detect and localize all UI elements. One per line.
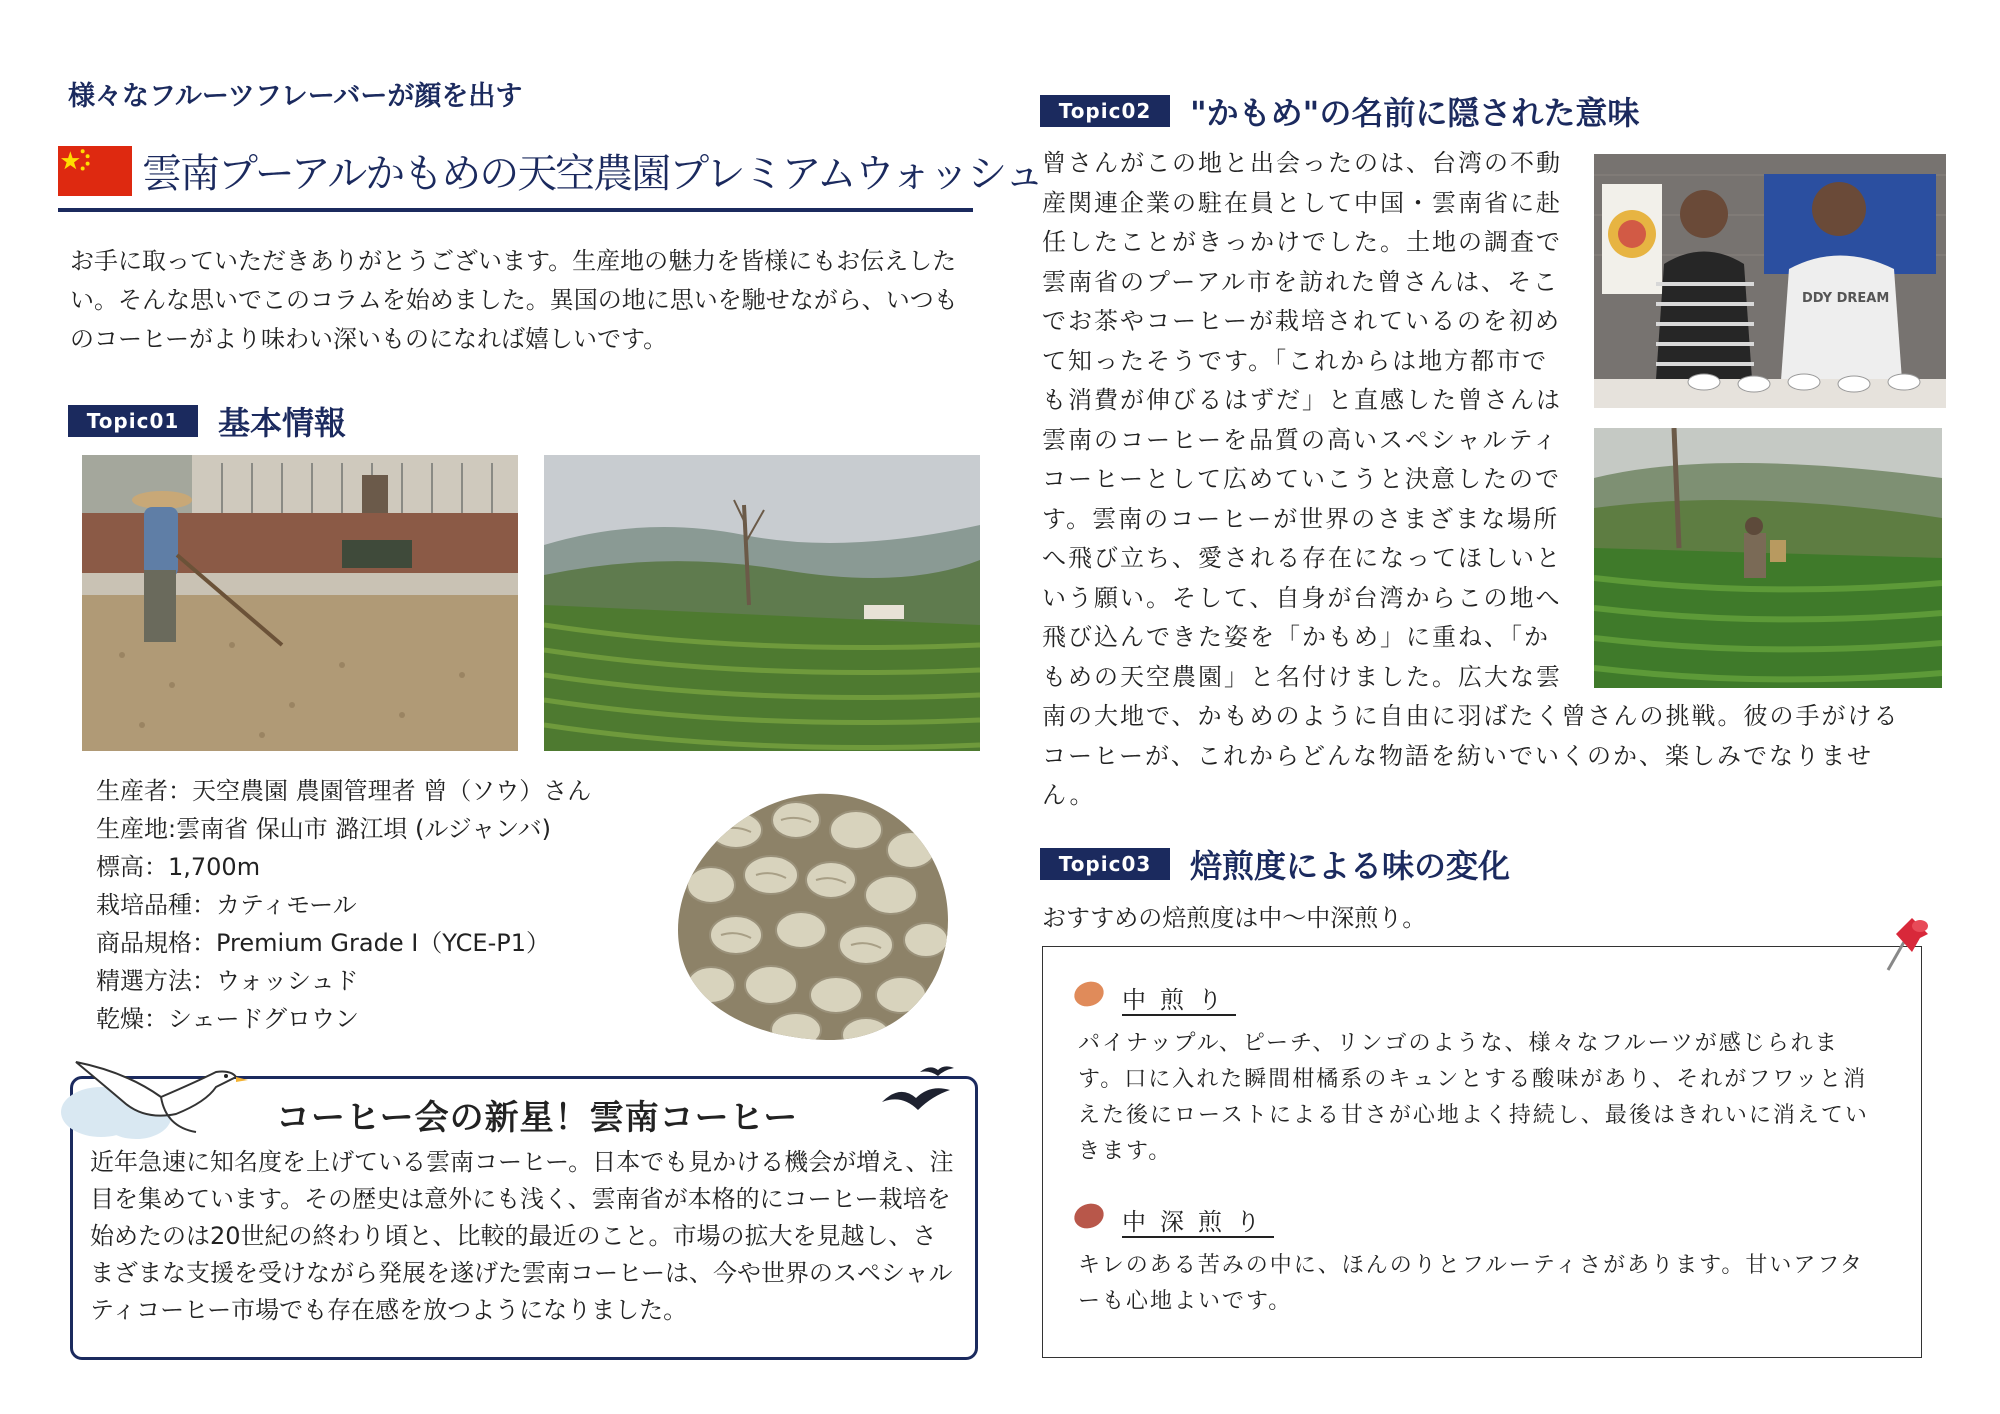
- info-region: 生産地:雲南省 保山市 潞江垻 (ルジャンバ): [96, 815, 551, 843]
- topic2-heading: "かもめ"の名前に隠された意味: [1190, 94, 1640, 132]
- intro-text: お手に取っていただきありがとうございます。生産地の魅力を皆様にもお伝えしたい。そんな思いでこのコラムを始めました。異国の地に思いを馳せながら、いつものコーヒーがより味わい深いものになれば嬉しいです。: [70, 247, 958, 353]
- story-line: て知ったそうです。「これからは地方都市で: [1042, 346, 1549, 375]
- story-line: 飛び込んできた姿を「かもめ」に重ね、「か: [1042, 623, 1550, 651]
- china-flag-icon: [58, 146, 132, 196]
- tea-terrace-photo: [544, 455, 980, 751]
- story-line: もめの天空農園」と名付けました。広大な雲: [1042, 662, 1562, 691]
- seagull-cloud-icon: [56, 1042, 251, 1157]
- topic2-tag: Topic02: [1040, 95, 1170, 127]
- story-line: 雲南のコーヒーを品質の高いスペシャルティ: [1042, 425, 1559, 454]
- page-title: 雲南プーアルかもめの天空農園プレミアムウォッシュ: [142, 151, 1043, 197]
- column-box-text: 近年急速に知名度を上げている雲南コーヒー。日本でも見かける機会が増え、注目を集めています。その歴史は意外にも浅く、雲南省が本格的にコーヒー栽培を始めたのは20世紀の終わり頃と、比較的最近のこと。市場の拡大を見越し、さまざまな支援を受けながら発展を遂げた雲南コーヒーは、今や世界のスペシャルティコーヒー市場でも存在感を放つようになりました。: [90, 1148, 954, 1324]
- info-drying: 乾燥：シェードグロウン: [96, 1005, 360, 1033]
- story-line: コーヒーが、これからどんな物語を紡いでいくのか、楽しみでなりませ: [1042, 741, 1874, 770]
- topic1-tag: Topic01: [68, 405, 198, 437]
- producer-info-list: [96, 772, 591, 1038]
- info-producer: 生産者：天空農園 農園管理者 曾（ソウ）さん: [96, 777, 592, 805]
- story-line: も消費が伸びるはずだ」と直感した曾さんは: [1042, 386, 1562, 414]
- title-divider: [58, 208, 973, 212]
- info-altitude: 標高：1,700m: [96, 853, 261, 881]
- medium-dark-roast-label: 中深煎り: [1122, 1208, 1274, 1236]
- topic1-heading: 基本情報: [218, 404, 347, 442]
- story-line: いう願い。そして、自身が台湾からこの地へ: [1042, 583, 1562, 612]
- topic2-story-wide: [1042, 697, 1962, 816]
- info-variety: 栽培品種：カティモール: [96, 891, 357, 919]
- pushpin-icon: [1882, 912, 1932, 972]
- medium-roast-description: パイナップル、ピーチ、リンゴのような、様々なフルーツが感じられます。口に入れた瞬間柑橘系のキュンとする酸味があり、それがフワッと消えた後にローストによる甘さが心地よく持続し、最後はきれいに消えていきます。: [1078, 1031, 1869, 1164]
- medium-dark-roast-description: キレのある苦みの中に、ほんのりとフルーティさがあります。甘いアフターも心地よいです。: [1078, 1253, 1864, 1314]
- birds-icon: [880, 1062, 960, 1124]
- green-beans-image: [676, 790, 952, 1044]
- story-line: コーヒーとして広めていこうと決意したので: [1042, 465, 1562, 493]
- story-line: でお茶やコーヒーが栽培されているのを初め: [1042, 307, 1562, 335]
- story-line: へ飛び立ち、愛される存在になってほしいと: [1042, 544, 1562, 572]
- info-process: 精選方法：ウォッシュド: [96, 967, 359, 995]
- tea-picker-photo: [1594, 428, 1942, 688]
- story-line: す。雲南のコーヒーが世界のさまざまな場所: [1042, 504, 1560, 533]
- story-line: ん。: [1042, 781, 1096, 809]
- roast-recommendation: おすすめの焙煎度は中〜中深煎り。: [1042, 904, 1427, 932]
- story-line: 産関連企業の駐在員として中国・雲南省に赴: [1042, 188, 1562, 217]
- drying-yard-photo: [82, 455, 518, 751]
- story-line: 任したことがきっかけでした。土地の調査で: [1042, 228, 1562, 256]
- header-subtitle: 様々なフルーツフレーバーが顔を出す: [68, 81, 523, 112]
- topic3-tag: Topic03: [1040, 848, 1170, 880]
- medium-roast-label: 中煎り: [1122, 986, 1236, 1014]
- farmers-cupping-photo: [1594, 154, 1946, 408]
- story-line: 南の大地で、かもめのように自由に羽ばたく曾さんの挑戦。彼の手がける: [1042, 702, 1900, 730]
- topic3-heading: 焙煎度による味の変化: [1190, 847, 1511, 885]
- story-line: 曾さんがこの地と出会ったのは、台湾の不動: [1042, 149, 1562, 177]
- topic2-story-narrow: [1042, 144, 1602, 697]
- column-box-title: コーヒー会の新星！雲南コーヒー: [276, 1098, 799, 1138]
- info-grade: 商品規格：Premium Grade I（YCE-P1）: [96, 929, 550, 957]
- shirt-text: DDY DREAM: [1802, 291, 1890, 306]
- story-line: 雲南省のプーアル市を訪れた曾さんは、そこ: [1042, 267, 1560, 296]
